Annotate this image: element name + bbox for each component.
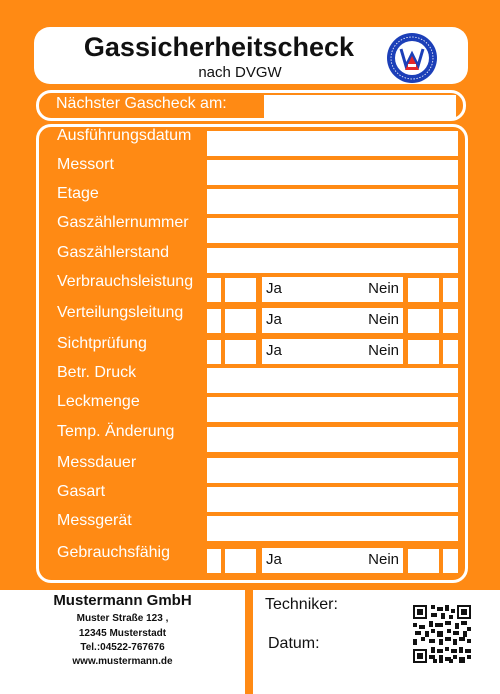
- row-label: Verteilungsleitung: [57, 304, 184, 321]
- row-label: Etage: [57, 185, 99, 202]
- yes-label: Ja: [266, 311, 282, 328]
- page-subtitle: nach DVGW: [198, 64, 282, 81]
- checkbox-spacer: [443, 309, 458, 333]
- footer-divider: [245, 590, 253, 694]
- checkbox-spacer: [207, 549, 221, 573]
- row-label: Verbrauchsleistung: [57, 273, 194, 290]
- input-field[interactable]: [207, 248, 458, 273]
- no-label: Nein: [368, 311, 399, 328]
- yes-no-field: [262, 308, 403, 333]
- qr-code-icon: [413, 605, 471, 663]
- date-label: Datum:: [268, 635, 320, 652]
- checkbox-spacer: [443, 340, 458, 364]
- row-label: Gasart: [57, 483, 106, 500]
- input-field[interactable]: [207, 397, 458, 422]
- row-label: Sichtprüfung: [57, 335, 147, 352]
- technician-label: Techniker:: [265, 596, 338, 613]
- no-checkbox[interactable]: [408, 340, 439, 364]
- input-field[interactable]: [207, 189, 458, 214]
- input-field[interactable]: [207, 487, 458, 512]
- company-street: Muster Straße 123 ,: [76, 613, 169, 624]
- input-field[interactable]: [207, 516, 458, 541]
- yes-checkbox[interactable]: [225, 309, 256, 333]
- no-checkbox[interactable]: [408, 549, 439, 573]
- row-label: Leckmenge: [57, 393, 140, 410]
- row-label: Gaszählernummer: [57, 214, 189, 231]
- yes-no-field: [262, 339, 403, 364]
- row-label: Gebrauchsfähig: [57, 544, 170, 561]
- checkbox-spacer: [443, 278, 458, 302]
- row-label: Temp. Änderung: [57, 423, 175, 440]
- row-label: Ausführungsdatum: [57, 127, 192, 144]
- input-field[interactable]: [207, 427, 458, 452]
- row-label: Messort: [57, 156, 114, 173]
- certification-seal-icon: [386, 32, 438, 84]
- no-checkbox[interactable]: [408, 309, 439, 333]
- company-city: 12345 Musterstadt: [78, 628, 167, 639]
- checkbox-spacer: [207, 278, 221, 302]
- yes-label: Ja: [266, 280, 282, 297]
- input-field[interactable]: [207, 160, 458, 185]
- row-label: Messdauer: [57, 454, 137, 471]
- company-name: Mustermann GmbH: [53, 592, 192, 609]
- yes-checkbox[interactable]: [225, 278, 256, 302]
- input-field[interactable]: [207, 458, 458, 483]
- input-field[interactable]: [207, 368, 458, 393]
- input-field[interactable]: [207, 131, 458, 156]
- company-phone: Tel.:04522-767676: [80, 642, 165, 653]
- company-website: www.mustermann.de: [72, 656, 173, 667]
- row-label: Gaszählerstand: [57, 244, 170, 261]
- checkbox-spacer: [207, 340, 221, 364]
- row-label: Messgerät: [57, 512, 132, 529]
- input-field[interactable]: [207, 218, 458, 243]
- checkbox-spacer: [207, 309, 221, 333]
- yes-label: Ja: [266, 342, 282, 359]
- no-label: Nein: [368, 551, 399, 568]
- page-title: Gassicherheitscheck: [83, 32, 355, 62]
- no-label: Nein: [368, 280, 399, 297]
- row-label: Betr. Druck: [57, 364, 137, 381]
- yes-no-field: [262, 277, 403, 302]
- next-check-label: Nächster Gascheck am:: [56, 95, 227, 112]
- yes-no-field: [262, 548, 403, 573]
- next-check-date-field[interactable]: [264, 95, 456, 118]
- checkbox-spacer: [443, 549, 458, 573]
- yes-label: Ja: [266, 551, 282, 568]
- no-label: Nein: [368, 342, 399, 359]
- no-checkbox[interactable]: [408, 278, 439, 302]
- yes-checkbox[interactable]: [225, 549, 256, 573]
- yes-checkbox[interactable]: [225, 340, 256, 364]
